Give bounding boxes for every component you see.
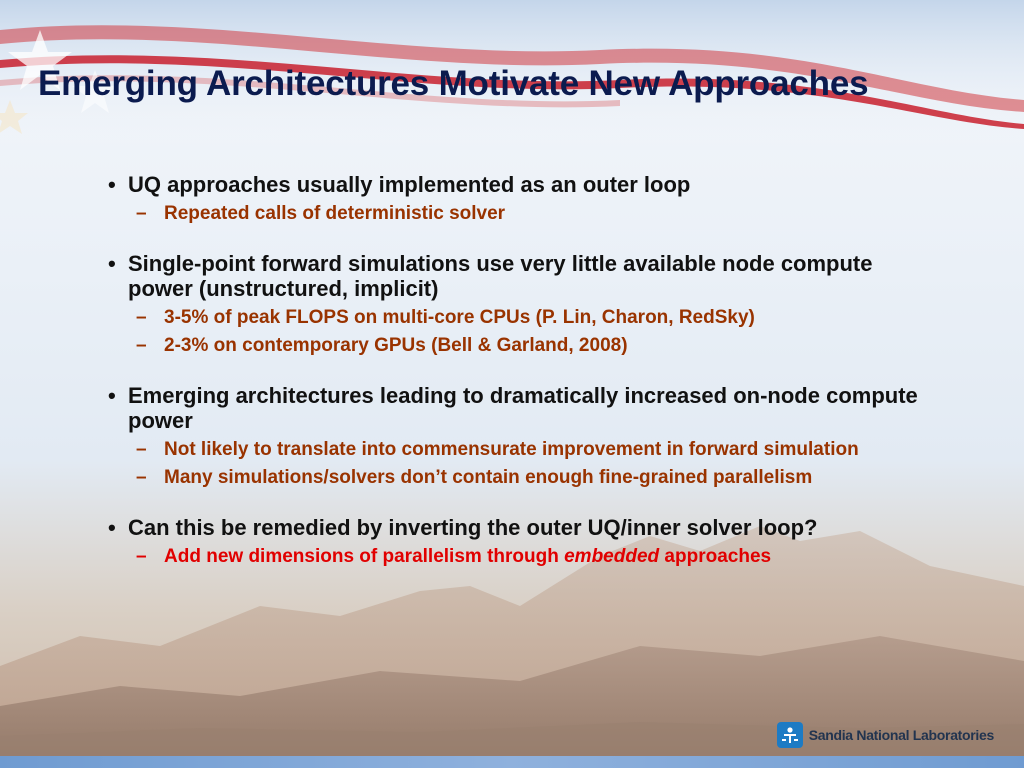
bullet-marker: • xyxy=(108,383,116,408)
sub-bullet-marker: – xyxy=(136,203,147,224)
sub-bullet-marker: – xyxy=(136,335,147,356)
bullet-item xyxy=(106,251,936,301)
sub-bullet-text: 3-5% of peak FLOPS on multi-core CPUs (P. Lin, Charon, RedSky) xyxy=(164,307,755,328)
logo-text: Sandia National Laboratories xyxy=(808,727,994,743)
sub-bullet-text xyxy=(164,546,936,568)
bullet-text: Can this be remedied by inverting the outer UQ/inner solver loop? xyxy=(128,515,818,540)
bullet-marker: • xyxy=(108,172,116,197)
sandia-logo xyxy=(777,722,994,748)
bullet-item xyxy=(106,383,936,433)
bullet-item xyxy=(106,172,936,197)
slide-title: Emerging Architectures Motivate New Approaches xyxy=(38,64,869,103)
sub-bullet-item xyxy=(136,203,936,225)
sub-bullet-text-before: Add new dimensions of parallelism through xyxy=(164,546,565,567)
sub-bullet-text: Repeated calls of deterministic solver xyxy=(164,203,506,224)
sub-bullet-text: Not likely to translate into commensurate improvement in forward simulation xyxy=(164,439,859,460)
bullet-marker: • xyxy=(108,515,116,540)
sub-bullet-item xyxy=(136,439,936,461)
sub-bullet-marker: – xyxy=(136,467,147,488)
emphasis-text: embedded xyxy=(564,546,660,567)
sub-bullet-text-after: approaches xyxy=(659,546,772,567)
bullet-marker: • xyxy=(108,251,116,276)
sub-bullet-item xyxy=(136,307,936,329)
bottom-bar xyxy=(0,756,1024,768)
slide-content xyxy=(106,172,936,568)
sub-bullet-item xyxy=(136,335,936,357)
sub-bullet-item xyxy=(136,467,936,489)
bullet-text: UQ approaches usually implemented as an outer loop xyxy=(128,172,691,197)
sub-bullet-text: 2-3% on contemporary GPUs (Bell & Garland, 2008) xyxy=(164,335,628,356)
sub-bullet-marker: – xyxy=(136,546,147,567)
sub-bullet-item-highlight xyxy=(136,546,936,568)
bullet-text: Emerging architectures leading to dramatically increased on-node compute power xyxy=(128,383,918,433)
sub-bullet-text: Many simulations/solvers don’t contain enough fine-grained parallelism xyxy=(164,467,813,488)
sandia-logo-icon xyxy=(777,722,803,748)
sub-bullet-marker: – xyxy=(136,439,147,460)
sub-bullet-marker: – xyxy=(136,307,147,328)
bullet-text: Single-point forward simulations use very little available node compute power (unstructured, implicit) xyxy=(128,251,873,301)
bullet-item xyxy=(106,515,936,540)
